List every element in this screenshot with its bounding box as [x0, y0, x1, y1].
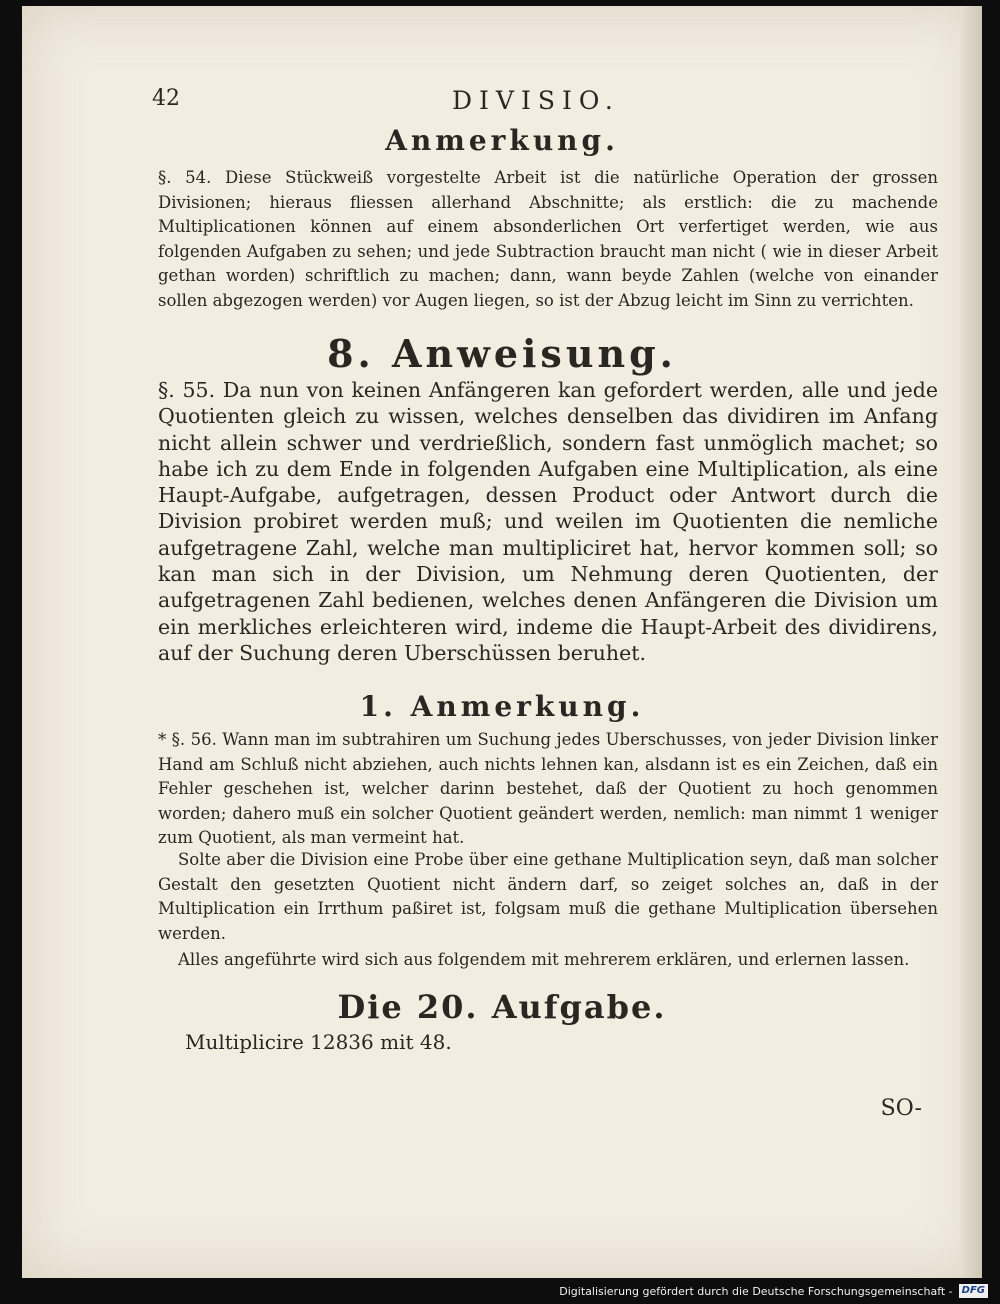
book-page: [22, 6, 982, 1278]
footer-credit: [559, 1282, 988, 1300]
paragraph-55: §. 55. Da nun von keinen Anfängeren kan gefordert werden, alle und jede Quotienten gleich zu wissen, welches denselben das dividiren im Anfang nicht allein schwer und verdrießlich, sondern fast unmöglich machet; so habe ich zu dem Ende in folgenden Aufgaben eine Multiplication, als eine Haupt-Aufgabe, aufgetragen, dessen Product oder Antwort durch die Division probiret werden muß; und weilen im Quotienten die nemliche aufgetragene Zahl, welche man multipliciret hat, hervor kommen soll; so kan man sich in der Division, um Nehmung deren Quotienten, der aufgetragenen Zahl bedienen, welches denen Anfängeren die Division um ein merkliches erleichteren wird, indeme die Haupt-Arbeit des dividirens, auf der Suchung deren Uberschüssen beruhet.: [158, 378, 938, 665]
paragraph-56: * §. 56. Wann man im subtrahiren um Suchung jedes Uberschusses, von jeder Division linker Hand am Schluß nicht abziehen, auch nichts lehnen kan, alsdann ist es ein Zeichen, daß ein Fehler geschehen ist, welcher darinn bestehet, daß der Quotient zu hoch genommen worden; dahero muß ein solcher Quotient geändert werden, nemlich: man nimmt 1 weniger zum Quotient, als man vermeint hat.: [158, 730, 938, 847]
running-title: DIVISIO.: [452, 86, 620, 115]
paragraph-alles: Alles angeführte wird sich aus folgendem mit mehrerem erklären, und erlernen lassen.: [178, 950, 910, 969]
heading-anmerkung: Anmerkung.: [385, 124, 619, 157]
running-header: [152, 86, 642, 120]
heading-aufgabe: Die 20. Aufgabe.: [337, 988, 667, 1026]
heading-anweisung: 8. Anweisung.: [327, 331, 677, 376]
paragraph-solte: Solte aber die Division eine Probe über eine gethane Multiplication seyn, daß man solcher Gestalt den gesetzten Quotient nicht ändern darf, so zeiget solches an, daß in der Multiplication ein Irrthum paßiret ist, folgsam muß die gethane Multiplication übersehen werden.: [158, 850, 938, 943]
dfg-logo: DFG: [959, 1284, 988, 1298]
heading-1-anmerkung: 1. Anmerkung.: [359, 690, 645, 723]
footer-credit-text: Digitalisierung gefördert durch die Deutsche Forschungsgemeinschaft -: [559, 1284, 953, 1298]
paragraph-54: §. 54. Diese Stückweiß vorgestelte Arbeit ist die natürliche Operation der grossen Divisionen; hieraus fliessen allerhand Abschnitte; als erstlich: die zu machende Multiplicationen können auf einem absonderlichen Ort verfertiget werden, wie aus folgenden Aufgaben zu sehen; und jede Subtraction braucht man nicht ( wie in dieser Arbeit gethan worden) schriftlich zu machen; dann, wann beyde Zahlen (welche von einander sollen abgezogen werden) vor Augen liegen, so ist der Abzug leicht im Sinn zu verrichten.: [158, 168, 938, 310]
page-number: 42: [152, 86, 180, 111]
task-text: Multiplicire 12836 mit 48.: [185, 1030, 452, 1054]
catchword: SO-: [880, 1096, 922, 1121]
page-edge: [960, 6, 982, 1278]
